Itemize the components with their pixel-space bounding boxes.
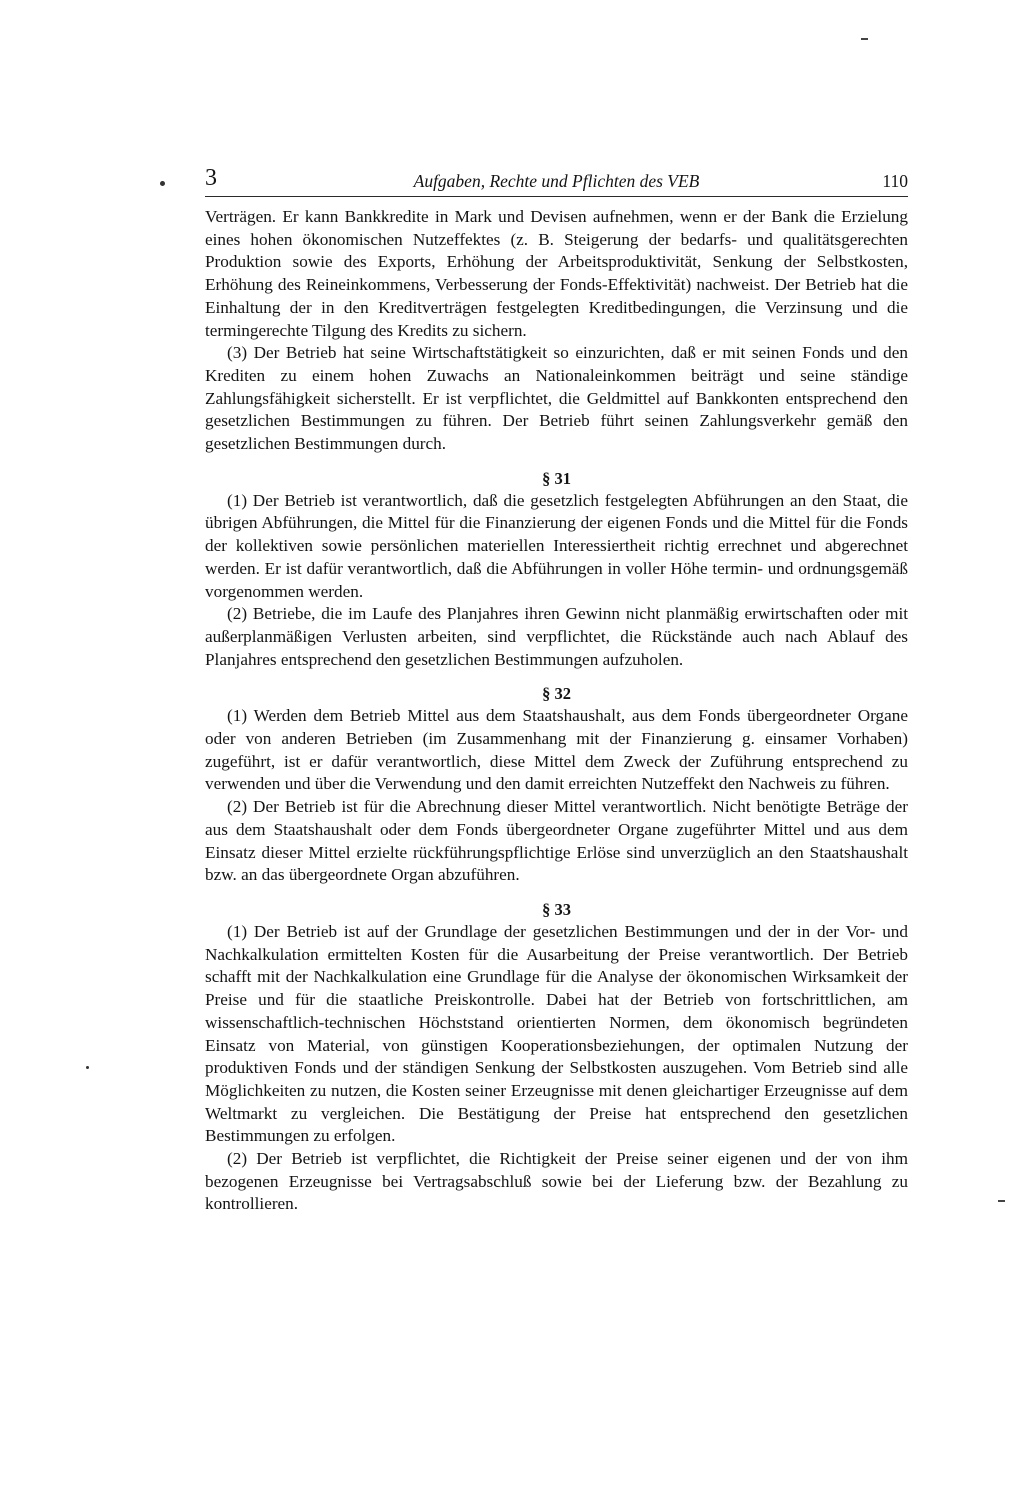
paragraph-continued: Verträgen. Er kann Bankkredite in Mark und Devisen aufnehmen, wenn er der Bank die Erzielung eines hohen ökonomischen Nutzeffektes (z. B. Steigerung der bedarfs- und qualitätsgerechten Produktion sowie des Exports, Erhöhung der Arbeitsproduktivität, Senkung der Selbstkosten, Erhöhung des Reineinkommens, Verbesserung der Fonds-Effektivität) nachweist. Der Betrieb hat die Einhaltung der in den Kreditverträgen festgelegten Kreditbedingungen, die Verzinsung und die termingerechte Tilgung des Kredits zu sichern. [205, 207, 908, 340]
running-head: Aufgaben, Rechte und Pflichten des VEB [413, 171, 700, 191]
paragraph-30-3: (3) Der Betrieb hat seine Wirtschaftstätigkeit so einzurichten, daß er mit seinen Fonds und den Krediten zu einem hohen Zuwachs an Nationaleinkommen beiträgt und seine ständige Zahlungsfähigkeit sicherstellt. Er ist verpflichtet, die Geldmittel auf Bankkonten entsprechend den gesetzlichen Bestimmungen zu führen. Der Betrieb führt seinen Zahlungsverkehr gemäß den gesetzlichen Bestimmungen durch. [205, 343, 908, 454]
paragraph-31-2: (2) Betriebe, die im Laufe des Planjahres ihren Gewinn nicht planmäßig erwirtschaften oder mit außerplanmäßigen Verlusten arbeiten, sind verpflichtet, die Rückstände auch nach Ablauf des Planjahres entsprechend den gesetzlichen Bestimmungen aufzuholen. [205, 604, 908, 669]
paragraph-33-1: (1) Der Betrieb ist auf der Grundlage der gesetzlichen Bestimmungen und der in der Vor- und Nachkalkulation ermittelten Kosten für die Ausarbeitung der Preise verantwortlich. Der Betrieb schafft mit der Nachkalkulation eine Grundlage für die Analyse der ökonomischen Wirksamkeit der Preise und für die staatliche Preiskontrolle. Dabei hat der Betrieb von fortschrittlichen, am wissenschaftlich-technischen Höchststand orientierten Normen, dem ökonomisch begründeten Einsatz von Material, von günstigen Kooperationsbeziehungen, der optimalen Nutzung der produktiven Fonds und der ständigen Senkung der Selbstkosten auszugehen. Vom Betrieb sind alle Möglichkeiten zu nutzen, die Kosten seiner Erzeugnisse mit denen gleichartiger Erzeugnisse auf dem Weltmarkt zu vergleichen. Die Bestätigung der Preise hat entsprechend den gesetzlichen Bestimmungen zu erfolgen. [205, 921, 908, 1146]
section-heading-31: § 31 [542, 468, 571, 488]
paragraph-31-1: (1) Der Betrieb ist verantwortlich, daß die gesetzlich festgelegten Abführungen an den Staat, die übrigen Abführungen, die Mittel für die Finanzierung der eigenen Fonds und die Mittel für die Fonds der kollektiven sowie persönlichen materiellen Interessiertheit richtig errechnet und abgerechnet werden. Er ist dafür verantwortlich, daß die Abführungen in voller Höhe termin- und ordnungsgemäß vorgenommen werden. [205, 490, 908, 601]
scan-mark [998, 1200, 1005, 1202]
page-header [205, 166, 908, 197]
page-number: 110 [882, 171, 908, 191]
scan-speck [86, 1066, 89, 1069]
scan-speck [160, 181, 165, 186]
section-heading-32: § 32 [542, 684, 571, 704]
paragraph-32-1: (1) Werden dem Betrieb Mittel aus dem Staatshaushalt, aus dem Fonds übergeordneter Organe oder von anderen Betrieben (im Zusammenhang mit der Finanzierung g. einsamer Vorhaben) zugeführt, ist er dafür verantwortlich, diese Mittel dem Zweck der Zuführung entsprechend zu verwenden und über die Verwendung und den damit erreichten Nutzeffekt den Nachweis zu führen. [205, 706, 908, 794]
paragraph-33-2: (2) Der Betrieb ist verpflichtet, die Richtigkeit der Preise seiner eigenen und der von ihm bezogenen Erzeugnisse bei Vertragsabschluß sowie bei der Lieferung bzw. der Bezahlung zu kontrollieren. [205, 1149, 908, 1214]
section-heading-33: § 33 [542, 899, 571, 919]
scan-mark [861, 38, 868, 40]
paragraph-32-2: (2) Der Betrieb ist für die Abrechnung dieser Mittel verantwortlich. Nicht benötigte Beträge der aus dem Staatshaushalt oder dem Fonds übergeordneter Organe zugeführter Mittel und aus dem Einsatz dieser Mittel erzielte rückführungspflichtige Erlöse sind unverzüglich an den Staatshaushalt bzw. an das übergeordnete Organ abzuführen. [205, 797, 908, 885]
body-text [205, 206, 908, 1216]
chapter-number: 3 [205, 165, 217, 191]
